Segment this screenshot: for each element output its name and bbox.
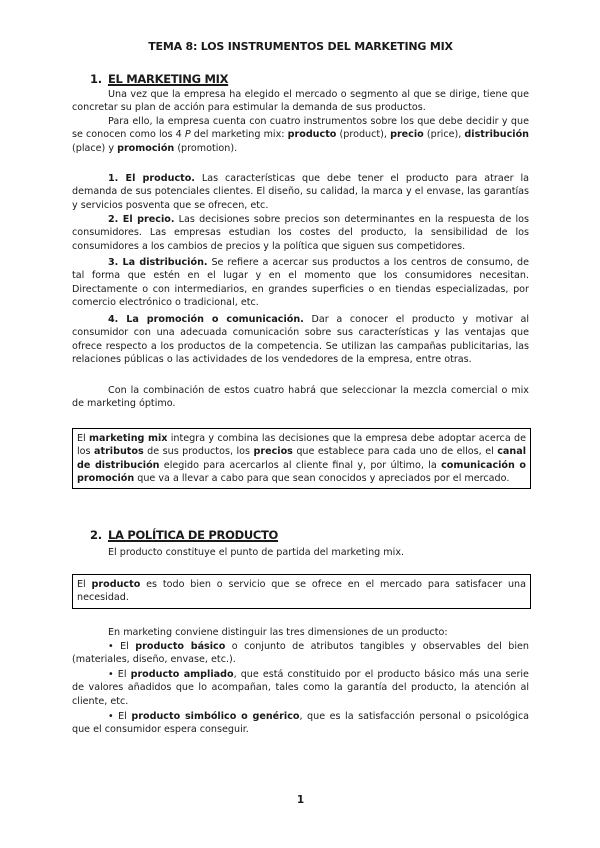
section-2-heading bbox=[90, 528, 278, 542]
s1-paragraph-3: Con la combinación de estos cuatro habrá que seleccionar la mezcla comercial o mix de marketing óptimo. bbox=[72, 385, 529, 410]
s1-item-producto: 1. El producto. Las características que debe tener el producto para atraer la demanda de sus potenciales clientes. El diseño, su calidad, la marca y el envase, las garantías y servicios posventa que se ofrecen, etc. bbox=[72, 173, 530, 211]
document-title: TEMA 8: LOS INSTRUMENTOS DEL MARKETING MIX bbox=[148, 40, 453, 53]
s2-bullet-ampliado: • El producto ampliado, que está constituido por el producto básico más una serie de valores añadidos que lo acompañan, tales como la garantía del producto, la atención al cliente, etc. bbox=[72, 669, 529, 707]
s1-definition-box: El marketing mix integra y combina las decisiones que la empresa debe adoptar acerca de los atributos de sus productos, los precios que establece para cada uno de ellos, el canal de distribución elegido para acercarlos al cliente final y, por último, la comunicación o promoción que va a llevar a cabo para que sean conocidos y apreciados por el mercado. bbox=[72, 428, 531, 489]
page-number: 1 bbox=[296, 794, 305, 806]
s2-paragraph-1: El producto constituye el punto de partida del marketing mix. bbox=[108, 547, 405, 558]
s1-item-promocion: 4. La promoción o comunicación. Dar a conocer el producto y motivar al consumidor con una adecuada comunicación sobre sus características y las ventajas que ofrece respecto a los productos de la competencia. Se utilizan las campañas publicitarias, las relaciones públicas o las actividades de los vendedores de la empresa, entre otras. bbox=[72, 314, 529, 365]
s1-item-distribucion: 3. La distribución. Se refiere a acercar sus productos a los centros de consumo, de tal forma que estén en el lugar y en el momento que los consumidores necesitan. Directamente o con intermediarios, en grandes superficies o en tiendas especializadas, por comercio electrónico o tradicional, etc. bbox=[72, 257, 529, 308]
section-2-number: 2. bbox=[90, 528, 102, 542]
section-1-title: EL MARKETING MIX bbox=[108, 72, 229, 86]
s2-definition-box: El producto es todo bien o servicio que se ofrece en el mercado para satisfacer una necesidad. bbox=[72, 574, 531, 609]
s1-item-precio: 2. El precio. Las decisiones sobre precios son determinantes en la respuesta de los consumidores. Las empresas estudian los costes del producto, la sensibilidad de los consumidores a los cambios de precios y la política que siguen sus competidores. bbox=[72, 214, 529, 252]
s2-paragraph-2: En marketing conviene distinguir las tres dimensiones de un producto: bbox=[108, 627, 448, 638]
section-2-title: LA POLÍTICA DE PRODUCTO bbox=[108, 528, 279, 542]
s1-paragraph-1: Una vez que la empresa ha elegido el mercado o segmento al que se dirige, tiene que concretar su plan de acción para estimular la demanda de sus productos. bbox=[72, 89, 529, 114]
s2-bullet-simbolico: • El producto simbólico o genérico, que es la satisfacción personal o psicológica que el consumidor espera conseguir. bbox=[72, 711, 529, 736]
section-1-heading bbox=[90, 72, 228, 86]
section-1-number: 1. bbox=[90, 72, 102, 86]
s2-bullet-basico: • El producto básico o conjunto de atributos tangibles y observables del bien (materiales, diseño, envase, etc.). bbox=[72, 641, 529, 666]
s1-paragraph-2: Para ello, la empresa cuenta con cuatro instrumentos sobre los que debe decidir y que se conocen como los 4 P del marketing mix: producto (product), precio (price), distribución (place) y promoción (promotion). bbox=[72, 116, 529, 154]
